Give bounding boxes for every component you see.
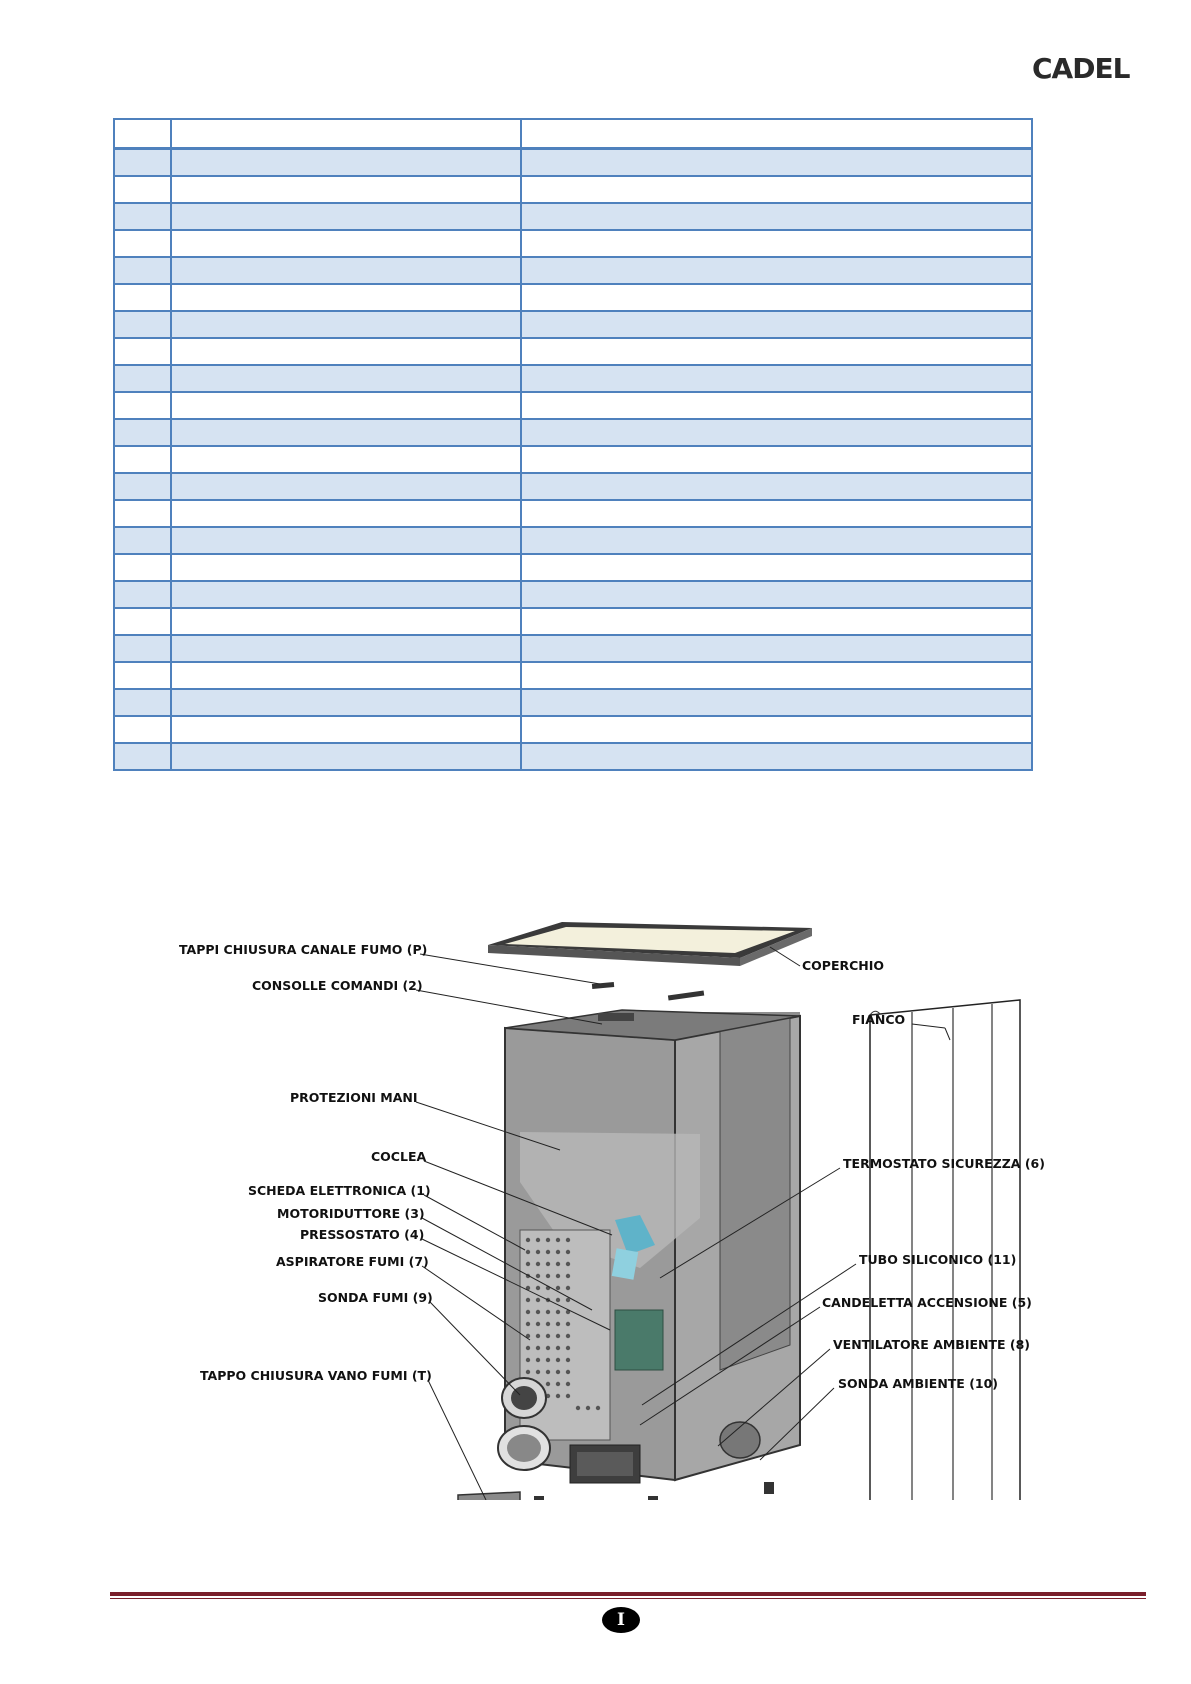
table-cell [171,500,521,527]
table-cell [171,230,521,257]
table-cell [114,527,171,554]
table-row [114,365,1032,392]
label-pressostato: PRESSOSTATO (4) [300,1227,425,1242]
label-candeletta-accensione: CANDELETTA ACCENSIONE (5) [822,1295,1032,1310]
table-row [114,284,1032,311]
table-row [114,338,1032,365]
table-row [114,419,1032,446]
table-cell [171,149,521,177]
footer-rule-thin [110,1598,1146,1599]
lid-drawing [488,922,812,966]
table-row [114,716,1032,743]
table-cell [171,338,521,365]
table-cell [521,554,1032,581]
label-sonda-fumi: SONDA FUMI (9) [318,1290,433,1305]
table-cell [114,554,171,581]
table-cell [114,662,171,689]
table-cell [521,338,1032,365]
table-row [114,392,1032,419]
plug-p2-drawing [668,991,704,1001]
table-cell [521,230,1032,257]
table-row [114,203,1032,230]
table-cell [521,419,1032,446]
table-cell [521,311,1032,338]
table-cell [114,635,171,662]
spec-table [113,118,1033,771]
label-coperchio: COPERCHIO [802,958,885,973]
table-cell [171,311,521,338]
table-cell [521,500,1032,527]
table-cell [114,743,171,770]
table-row [114,581,1032,608]
table-row [114,554,1032,581]
table-cell [114,284,171,311]
table-cell [171,527,521,554]
table-row [114,176,1032,203]
table-cell [171,608,521,635]
table-cell [114,176,171,203]
table-cell [171,689,521,716]
diagram-svg [0,900,1191,1500]
label-protezioni-mani: PROTEZIONI MANI [290,1090,418,1105]
table-header-cell [171,119,521,149]
stove-body-drawing [498,1010,800,1500]
table-cell [521,176,1032,203]
table-cell [521,581,1032,608]
label-scheda-elettronica: SCHEDA ELETTRONICA (1) [248,1183,431,1198]
table-row [114,635,1032,662]
table-cell [521,743,1032,770]
table-row [114,230,1032,257]
table-cell [114,689,171,716]
table-cell [171,176,521,203]
label-tubo-siliconico: TUBO SILICONICO (11) [859,1252,1017,1267]
label-consolle-comandi: CONSOLLE COMANDI (2) [252,978,423,993]
label-sonda-ambiente: SONDA AMBIENTE (10) [838,1376,999,1391]
table-cell [171,473,521,500]
table-cell [114,149,171,177]
table-row [114,257,1032,284]
table-header-cell [521,119,1032,149]
table-cell [114,446,171,473]
table-cell [521,365,1032,392]
label-ventilatore-ambiente: VENTILATORE AMBIENTE (8) [833,1337,1031,1352]
table-cell [114,365,171,392]
table-cell [521,257,1032,284]
table-row [114,446,1032,473]
table-cell [521,203,1032,230]
table-row [114,527,1032,554]
table-cell [521,689,1032,716]
table-cell [521,446,1032,473]
table-cell [171,257,521,284]
table-cell [171,392,521,419]
table-cell [521,716,1032,743]
table-cell [171,581,521,608]
table-cell [171,203,521,230]
table-cell [521,608,1032,635]
table-cell [171,716,521,743]
table-cell [114,311,171,338]
table-cell [171,365,521,392]
table-cell [114,203,171,230]
label-tappo-vano-fumi: TAPPO CHIUSURA VANO FUMI (T) [200,1368,432,1383]
label-termostato-sicurezza: TERMOSTATO SICUREZZA (6) [843,1156,1045,1171]
table-row [114,500,1032,527]
table-cell [171,446,521,473]
table-cell [521,392,1032,419]
table-cell [114,716,171,743]
label-aspiratore-fumi: ASPIRATORE FUMI (7) [276,1254,429,1269]
label-coclea: COCLEA [371,1149,427,1164]
table-cell [521,473,1032,500]
table-header-cell [114,119,171,149]
table-row [114,608,1032,635]
table-cell [171,419,521,446]
table-cell [521,635,1032,662]
table-row [114,311,1032,338]
table-cell [171,284,521,311]
table-cell [114,500,171,527]
table-row [114,149,1032,177]
table-cell [171,743,521,770]
table-cell [114,392,171,419]
table-cell [114,581,171,608]
table-cell [114,257,171,284]
table-cell [171,662,521,689]
label-fianco: FIANCO [852,1012,906,1027]
label-tappi-canale-fumo: TAPPI CHIUSURA CANALE FUMO (P) [179,942,428,957]
table-row [114,662,1032,689]
table-cell [171,554,521,581]
table-header-row [114,119,1032,149]
table-row [114,473,1032,500]
table-cell [114,338,171,365]
side-panel-drawing [870,1000,1020,1500]
table-cell [521,149,1032,177]
table-cell [114,608,171,635]
table-cell [171,635,521,662]
table-cell [521,284,1032,311]
table-cell [114,419,171,446]
cadel-logo: CADEL [1032,52,1130,85]
page-marker-badge: I [602,1607,640,1633]
table-cell [114,230,171,257]
table-cell [114,473,171,500]
footer-rule [110,1592,1146,1596]
stove-exploded-diagram [0,900,1191,1500]
table-row [114,743,1032,770]
table-cell [521,662,1032,689]
table-row [114,689,1032,716]
label-motoriduttore: MOTORIDUTTORE (3) [277,1206,425,1221]
vent-cover-plate-drawing [442,1492,520,1500]
table-cell [521,527,1032,554]
